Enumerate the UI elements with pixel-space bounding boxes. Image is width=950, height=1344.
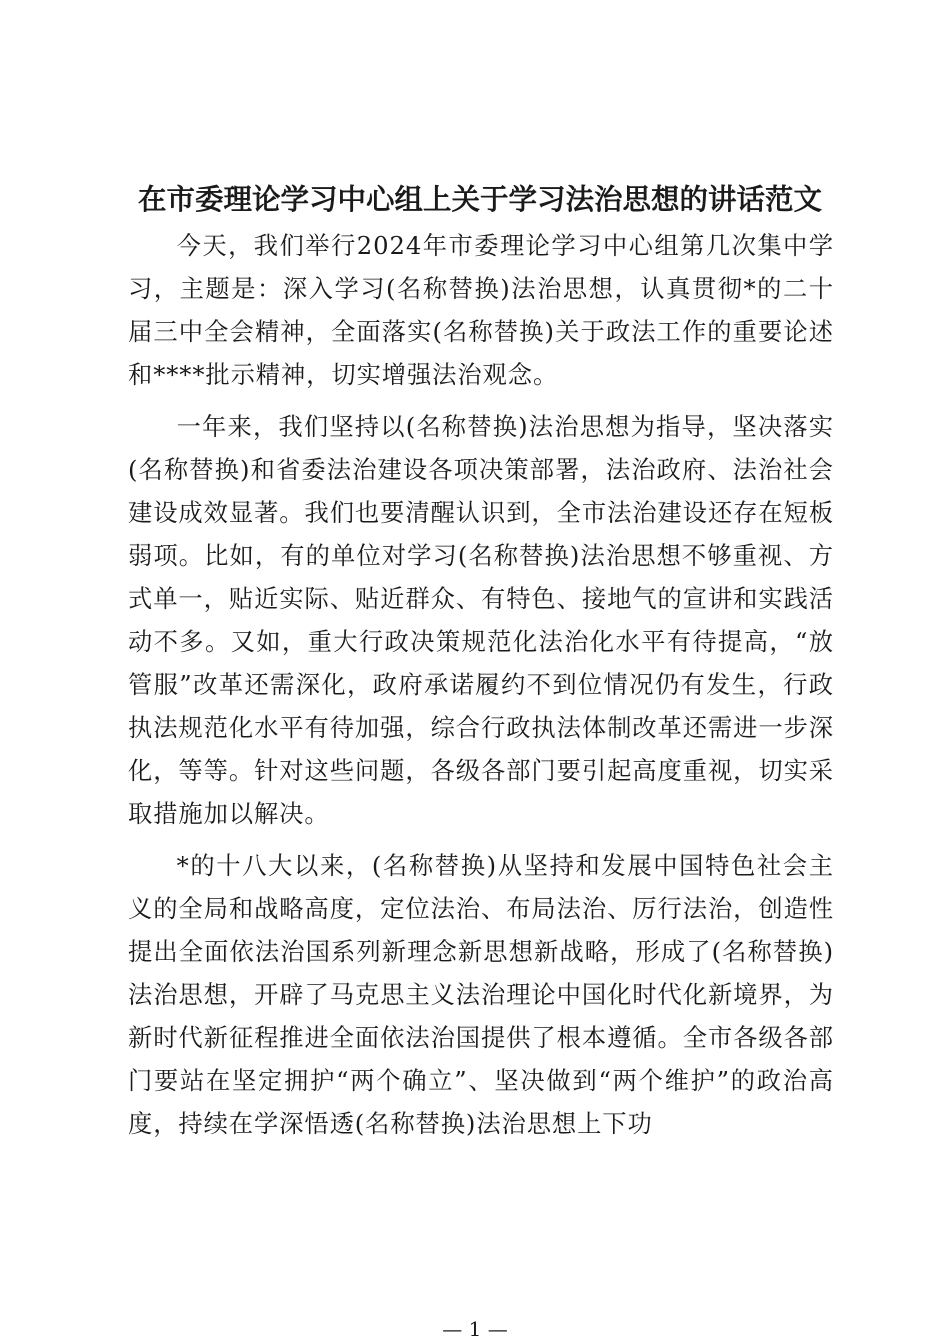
paragraph-1: 今天，我们举行2024年市委理论学习中心组第几次集中学习，主题是：深入学习(名称替换)法治思想，认真贯彻*的二十届三中全会精神，全面落实(名称替换)关于政法工作的重要论述和****批示精神，切实增强法治观念。 <box>128 231 834 389</box>
document-title: 在市委理论学习中心组上关于学习法治思想的讲话范文 <box>137 182 822 216</box>
document-body <box>128 224 834 1154</box>
paragraph-3: *的十八大以来，(名称替换)从坚持和发展中国特色社会主义的全局和战略高度，定位法治、布局法治、厉行法治，创造性提出全面依法治国系列新理念新思想新战略，形成了(名称替换)法治思想，开辟了马克思主义法治理论中国化时代化新境界，为新时代新征程推进全面依法治国提供了根本遵循。全市各级各部门要站在坚定拥护“两个确立”、坚决做到“两个维护”的政治高度，持续在学深悟透(名称替换)法治思想上下功 <box>128 851 834 1138</box>
page-number: — 1 — <box>442 1317 508 1341</box>
paragraph-2: 一年来，我们坚持以(名称替换)法治思想为指导，坚决落实(名称替换)和省委法治建设各项决策部署，法治政府、法治社会建设成效显著。我们也要清醒认识到，全市法治建设还存在短板弱项。比如，有的单位对学习(名称替换)法治思想不够重视、方式单一，贴近实际、贴近群众、有特色、接地气的宣讲和实践活动不多。又如，重大行政决策规范化法治化水平有待提高，“放管服”改革还需深化，政府承诺履约不到位情况仍有发生，行政执法规范化水平有待加强，综合行政执法体制改革还需进一步深化，等等。针对这些问题，各级各部门要引起高度重视，切实采取措施加以解决。 <box>128 412 834 828</box>
